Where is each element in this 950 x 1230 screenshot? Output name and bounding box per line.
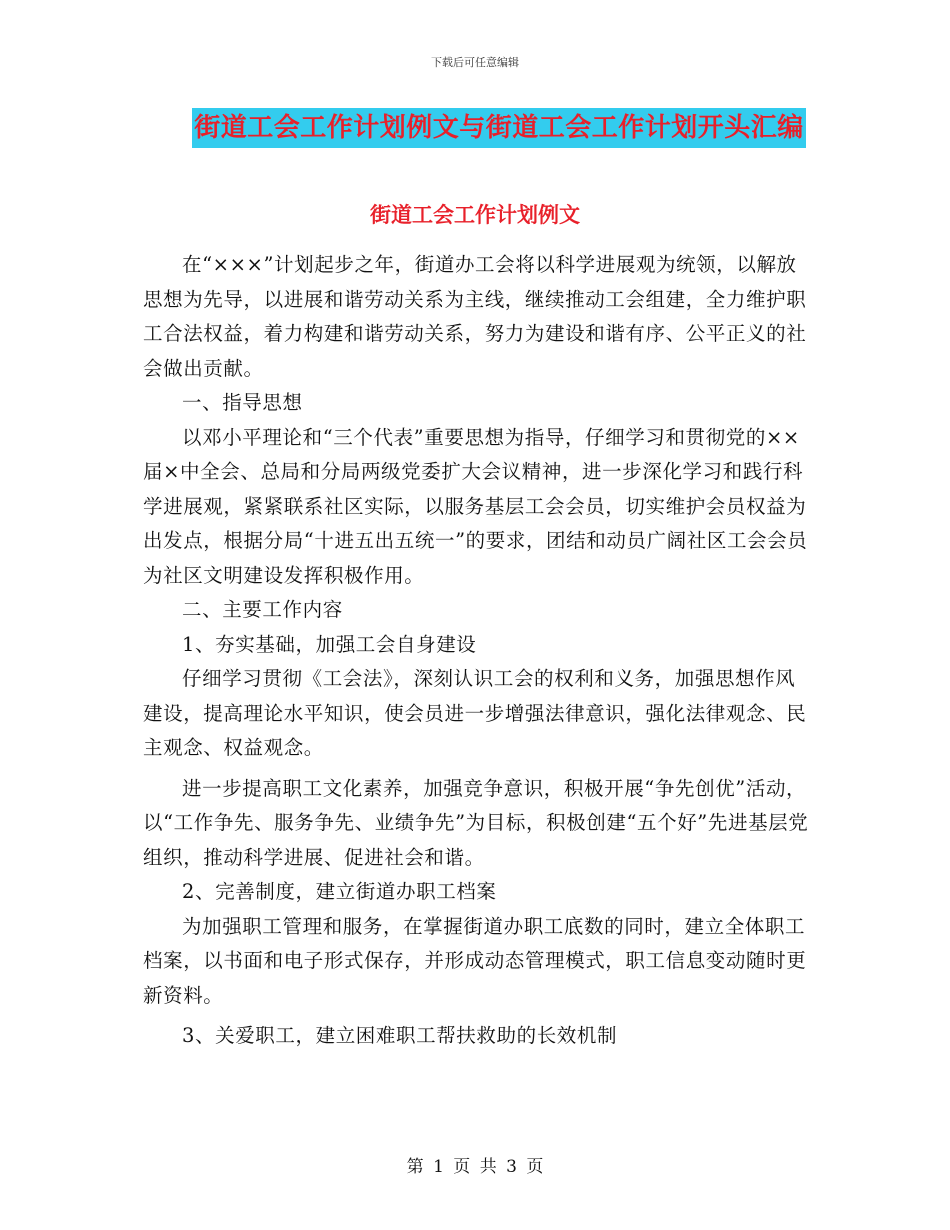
paragraph-intro: 在“×××”计划起步之年，街道办工会将以科学进展观为统领，以解放思想为先导，以进展和谐劳动关系为主线，继续推动工会组建，全力维护职工合法权益，着力构建和谐劳动关系，努力为建设和谐有序、公平正义的社会做出贡献。 xyxy=(143,253,807,380)
paragraph-culture: 进一步提高职工文化素养，加强竞争意识，积极开展“争先创优”活动， 以“工作争先、服务争先、业绩争先”为目标，积极创建“五个好”先进基层党组织，推动科学进展、促进社会和谐。 xyxy=(143,776,809,869)
header-note: 下载后可任意编辑 xyxy=(431,56,519,69)
heading-guiding-thought: 一、指导思想 xyxy=(182,391,303,414)
subheading-care: 3、关爱职工，建立困难职工帮扶救助的长效机制 xyxy=(182,1024,618,1047)
subheading-archives: 2、完善制度，建立街道办职工档案 xyxy=(182,880,497,903)
paragraph-guiding-thought: 以邓小平理论和“三个代表”重要思想为指导，仔细学习和贯彻党的××届×中全会、总局和分局两级党委扩大会议精神，进一步深化学习和践行科学进展观，紧紧联系社区实际，以服务基层工会会员，切实维护会员权益为出发点，根据分局“十进五出五统一”的要求，团结和动员广阔社区工会会员为社区文明建设发挥积极作用。 xyxy=(143,425,808,587)
subheading-foundation: 1、夯实基础，加强工会自身建设 xyxy=(182,632,477,656)
title-block xyxy=(0,108,950,148)
page-footer: 第 1 页 共 3 页 xyxy=(406,1157,544,1177)
heading-main-work: 二、主要工作内容 xyxy=(182,598,343,621)
section-title: 街道工会工作计划例文 xyxy=(370,202,580,227)
body-text xyxy=(143,248,811,1054)
paragraph-union-law: 仔细学习贯彻《工会法》，深刻认识工会的权利和义务，加强思想作风建设，提高理论水平知识，使会员进一步增强法律意识，强化法律观念、民主观念、权益观念。 xyxy=(143,667,807,759)
main-title: 街道工会工作计划例文与街道工会工作计划开头汇编 xyxy=(192,108,806,148)
paragraph-archives: 为加强职工管理和服务，在掌握街道办职工底数的同时，建立全体职工档案，以书面和电子形式保存，并形成动态管理模式，职工信息变动随时更新资料。 xyxy=(143,914,807,1007)
